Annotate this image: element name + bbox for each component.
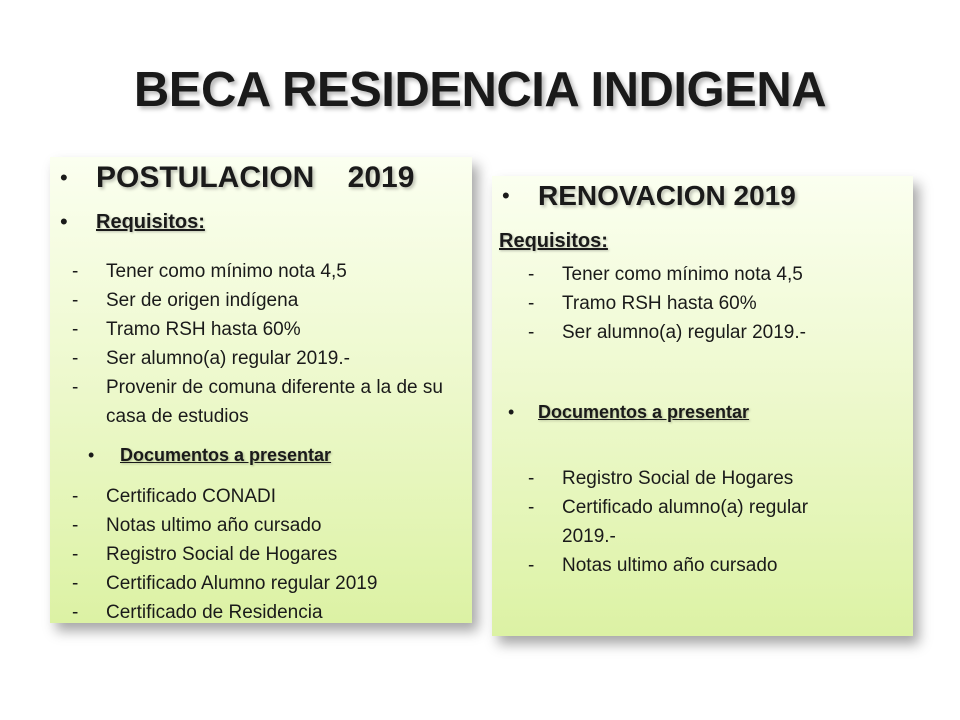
bullet-icon: • [60, 209, 68, 234]
list-item: - Certificado alumno(a) regular 2019.- [528, 493, 818, 551]
list-item: - Tener como mínimo nota 4,5 [528, 260, 898, 289]
renovacion-heading-bullet [502, 180, 796, 212]
list-item: - Ser alumno(a) regular 2019.- [72, 344, 452, 373]
postulacion-heading: POSTULACION 2019 [96, 161, 415, 194]
postulacion-documentos-label: Documentos a presentar [120, 445, 332, 465]
list-item: - Tener como mínimo nota 4,5 [72, 257, 452, 286]
renovacion-requirements-list [528, 260, 898, 347]
list-item: - Provenir de comuna diferente a la de su casa de estudios [72, 373, 452, 431]
renovacion-documents-list [528, 464, 818, 580]
list-item: - Certificado Alumno regular 2019 [72, 569, 462, 598]
list-item: - Notas ultimo año cursado [72, 511, 462, 540]
bullet-icon: • [508, 402, 515, 422]
postulacion-documentos-bullet [88, 445, 331, 466]
renovacion-box [492, 176, 913, 636]
postulacion-documents-list [72, 482, 462, 627]
list-item: - Certificado CONADI [72, 482, 462, 511]
renovacion-heading: RENOVACION 2019 [538, 180, 796, 211]
list-item: - Notas ultimo año cursado [528, 551, 818, 580]
postulacion-requisitos-bullet [60, 209, 205, 235]
bullet-icon: • [60, 165, 68, 190]
list-item: - Registro Social de Hogares [528, 464, 818, 493]
page-title: BECA RESIDENCIA INDIGENA [133, 63, 827, 117]
postulacion-box [50, 157, 472, 623]
list-item: - Ser alumno(a) regular 2019.- [528, 318, 898, 347]
postulacion-requisitos-label: Requisitos: [96, 210, 205, 233]
list-item: - Ser de origen indígena [72, 286, 452, 315]
list-item: - Registro Social de Hogares [72, 540, 462, 569]
bullet-icon: • [502, 183, 510, 208]
postulacion-heading-bullet [60, 161, 414, 195]
renovacion-documentos-bullet [508, 402, 749, 423]
bullet-icon: • [88, 445, 95, 465]
postulacion-requirements-list [72, 257, 452, 431]
renovacion-documentos-label: Documentos a presentar [538, 402, 750, 422]
list-item: - Certificado de Residencia [72, 598, 462, 627]
list-item: - Tramo RSH hasta 60% [528, 289, 898, 318]
renovacion-requisitos-label: Requisitos: [499, 230, 608, 252]
list-item: - Tramo RSH hasta 60% [72, 315, 452, 344]
